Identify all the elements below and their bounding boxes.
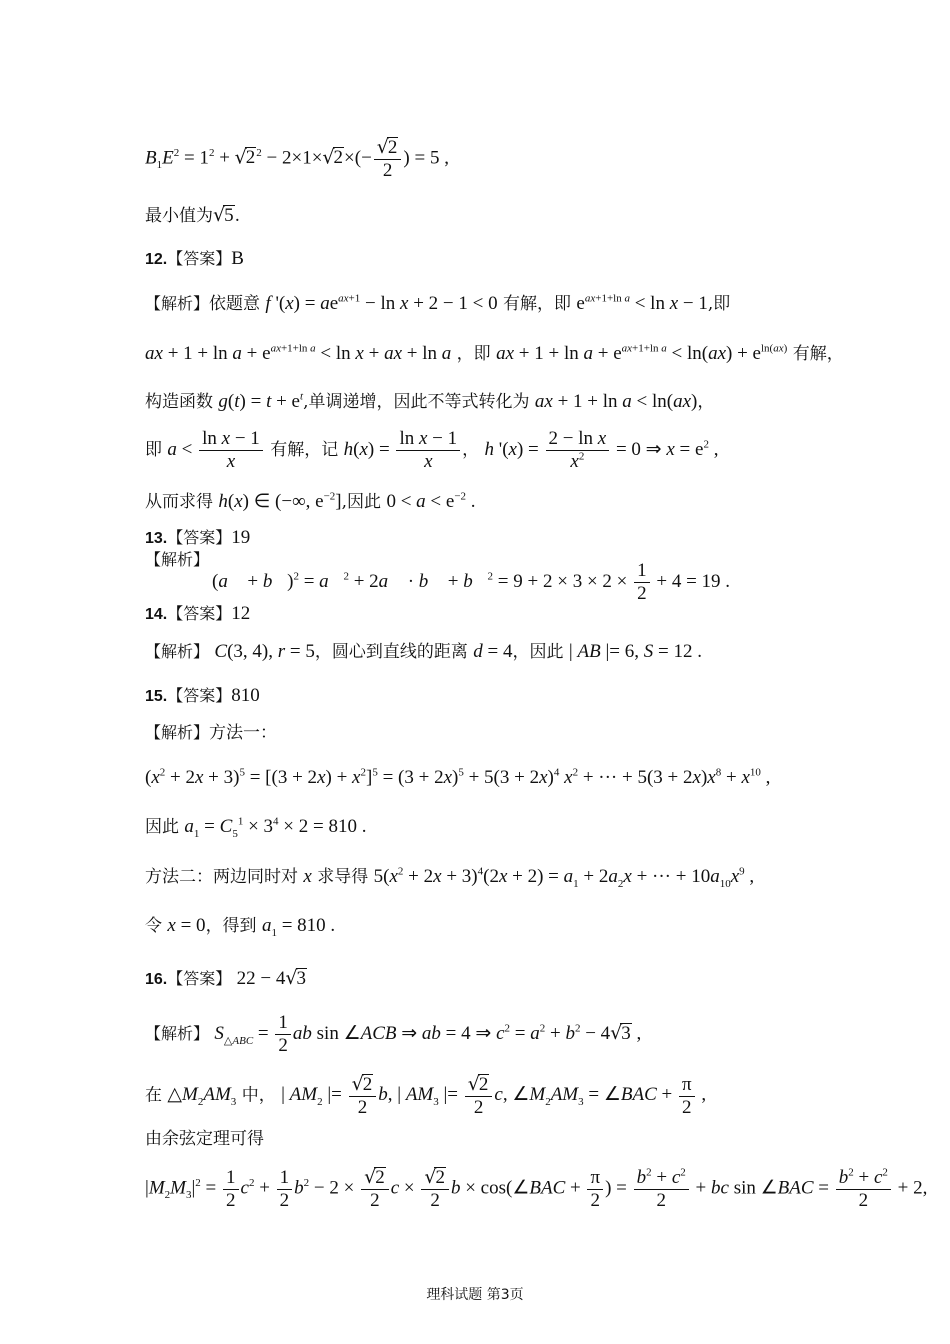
q15-method2: 方法二：两边同时对 x 求导得 $5(x^2 + 2x + 3)^4(2x + 2) = a_1 + 2a_2x$ + ··· + $10a_{10}x^9$ , bbox=[145, 865, 755, 890]
q15-substitute: 令 x = 0，得到 $a_1 = 810$ . bbox=[145, 915, 336, 939]
q12-analysis-2: ax + $1 + \ln a + e^{ax+1+ln a} < \ln x$ + ax + ln a ，即 ax + $1 + \ln a + e^{ax+1+ln a} < \ln(ax) + e^{ln(ax)}$ 有解， bbox=[145, 342, 844, 364]
q15-method1-label: 【解析】方法一： bbox=[145, 723, 278, 743]
q16-answer-line: 16.【答案】 22 − 4√3 bbox=[145, 967, 306, 989]
q12-analysis-1: 【解析】依题意 f '$(x) = ae^{ax+1} - \ln x + 2 - 1 < 0$ 有解，即 $e^{ax+1+ln a} < \ln x - 1$,即 bbox=[145, 292, 731, 314]
q14-answer-line: 14.【答案】12 bbox=[145, 603, 251, 624]
q12-analysis-5: 从而求得 h(x) ∈ (−∞, $e^{-2}$],因此 $0 < a < e^{-2}$ . bbox=[145, 490, 476, 512]
min-value-line: 最小值为√5. bbox=[145, 204, 241, 226]
q12-answer-line: 12.【答案】B bbox=[145, 248, 244, 269]
q15-expansion: $(x^2 + 2x + 3)^5 = [(3 + 2x) + x^2]^5 = (3 + 2x)^5 + 5(3 + 2x)^4$ $x^2$ + ··· + $5(3 + 2x)x^8 + x^{10}$ , bbox=[145, 766, 771, 788]
q14-analysis: 【解析】 C(3, 4), r = 5，圆心到直线的距离 d = 4，因此 | AB |= 6, S = 12 . bbox=[145, 641, 702, 662]
q13-formula: (a⃗ + b⃗)$^2$ = a⃗$^2$ + 2a⃗ · b⃗ + b⃗$^2$ = 9 + 2 × 3 × 2 × $\frac{1}{2}$ + 4 = 19 . bbox=[212, 560, 731, 604]
q15-coefficient: 因此 $a_1 = C_5^1 \times 3^4 \times 2 = 810$ . bbox=[145, 815, 367, 840]
q16-cosine-formula: $|M_2M_3|^2$ = $\frac{1}{2}$ $c^2$ + $\frac{1}{2}$ $b^2 - 2$ × $\frac{√2}{2}$ c × $\frac{√2}{2}$ b × cos(∠BAC + $\frac{\pi}{2}$ ) = $\frac{b^2 + c^2}{2}$ + bc sin ∠BAC = $\frac{b^2 + c^2}{2}$ + 2, bbox=[145, 1166, 928, 1211]
q16-triangle: 在 $\triangle M_2AM_3$ 中， | $AM_2$ |= $\frac{√2}{2}$ b, | $AM_3$ |= $\frac{√2}{2}$ c, $\angle M_2AM_3$ = ∠BAC + $\frac{\pi}{2}$ , bbox=[145, 1073, 707, 1118]
q12-analysis-4: 即 a < $\frac{\text{ln x − 1}}{x}$ 有解，记 h(x) = $\frac{\text{ln x − 1}}{x}$ ， h '(x) = $\frac{\text{2 − ln x}}{x^2}$ = 0 ⇒ $x = e^2$ , bbox=[145, 428, 719, 472]
q15-answer-line: 15.【答案】810 bbox=[145, 685, 260, 706]
q13-analysis-label: 【解析】 bbox=[145, 550, 210, 569]
q16-cosine-rule-text: 由余弦定理可得 bbox=[145, 1129, 264, 1149]
q16-area: 【解析】 $S_{\triangle ABC}$ = $\frac{1}{2}$ ab sin ∠ACB ⇒ ab = 4 ⇒ $c^2 = a^2 + b^2 - 4√3$ , bbox=[145, 1012, 642, 1056]
formula-b1e: $B_1E^2 = 1^2 + √2^2 - 2\times 1\times√2\times(-$ $\frac{√2}{2}$ ) = 5 , bbox=[145, 136, 449, 181]
q13-answer-line: 13.【答案】19 bbox=[145, 527, 251, 548]
page-footer: 理科试题 第3页 bbox=[426, 1287, 524, 1303]
q12-analysis-3: 构造函数 $g(t) = t + e^t$,单调递增，因此不等式转化为 ax + 1 + ln a < ln(ax)， bbox=[145, 390, 715, 412]
